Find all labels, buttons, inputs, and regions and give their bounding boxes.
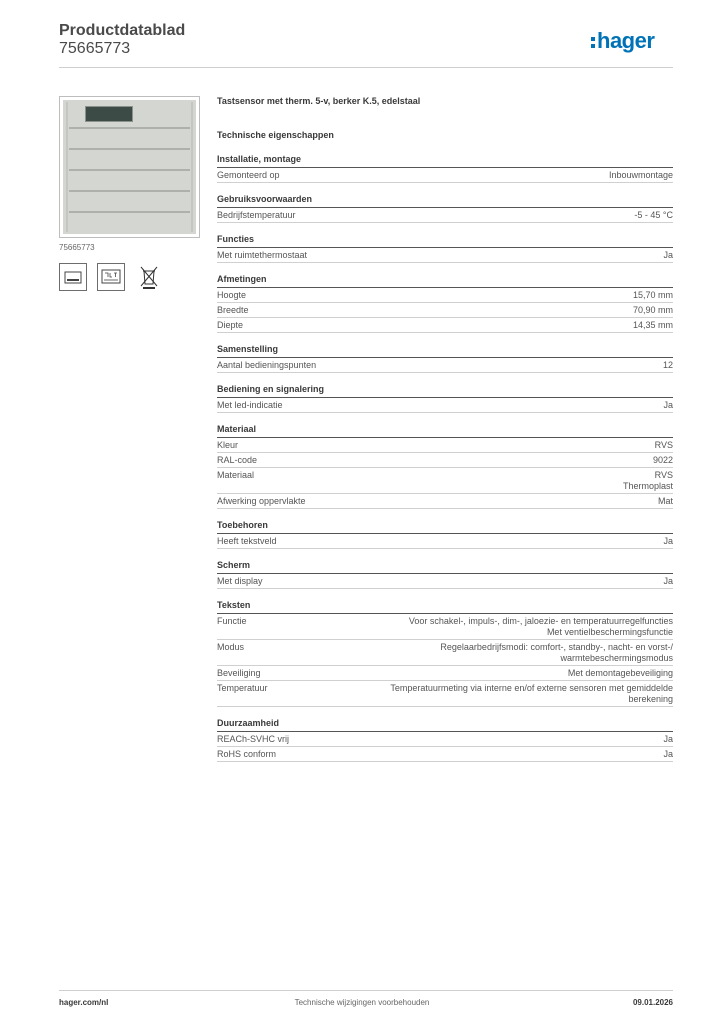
spec-row bbox=[217, 438, 673, 453]
spec-label: Aantal bedieningspunten bbox=[217, 360, 317, 370]
spec-row bbox=[217, 534, 673, 549]
spec-value-line: Mat bbox=[657, 496, 673, 506]
spec-value-line: Temperatuurmeting via interne en/of externe sensoren met gemiddelde bbox=[390, 683, 673, 693]
spec-value bbox=[633, 305, 673, 316]
spec-value bbox=[663, 576, 673, 587]
spec-section bbox=[217, 560, 673, 589]
section-heading: Teksten bbox=[217, 600, 673, 614]
product-image bbox=[59, 96, 200, 238]
page-title: Productdatablad bbox=[59, 22, 186, 39]
spec-value-line: warmtebeschermingsmodus bbox=[560, 653, 673, 663]
spec-row bbox=[217, 248, 673, 263]
footer-website: hager.com/nl bbox=[59, 998, 109, 1007]
spec-section bbox=[217, 344, 673, 373]
spec-section bbox=[217, 520, 673, 549]
spec-value-line: Regelaarbedrijfsmodi: comfort-, standby-, nacht- en vorst-/ bbox=[440, 642, 673, 652]
footer-date: 09.01.2026 bbox=[632, 998, 673, 1007]
spec-label: Afwerking oppervlakte bbox=[217, 496, 306, 506]
product-display bbox=[85, 106, 133, 122]
display-icon bbox=[59, 263, 87, 291]
spec-row bbox=[217, 666, 673, 681]
spec-value-line: Met demontagebeveiliging bbox=[567, 668, 673, 678]
spec-value bbox=[663, 400, 673, 411]
spec-row bbox=[217, 468, 673, 494]
spec-row bbox=[217, 358, 673, 373]
header-divider bbox=[59, 67, 673, 68]
spec-value bbox=[609, 170, 673, 181]
spec-row bbox=[217, 168, 673, 183]
spec-value-line: -5 - 45 °C bbox=[634, 210, 673, 220]
spec-value bbox=[568, 668, 673, 679]
spec-row bbox=[217, 318, 673, 333]
spec-value-line: 14,35 mm bbox=[632, 320, 673, 330]
spec-row bbox=[217, 574, 673, 589]
product-number: 75665773 bbox=[59, 40, 131, 57]
spec-section bbox=[217, 274, 673, 333]
spec-label: Met ruimtethermostaat bbox=[217, 250, 308, 260]
product-specifications bbox=[217, 96, 673, 773]
spec-label: Hoogte bbox=[217, 290, 247, 300]
spec-value-line: RVS bbox=[654, 470, 673, 480]
spec-value-line: Ja bbox=[663, 400, 673, 410]
spec-row bbox=[217, 640, 673, 666]
section-heading: Afmetingen bbox=[217, 274, 673, 288]
spec-value bbox=[623, 470, 673, 492]
section-heading: Duurzaamheid bbox=[217, 718, 673, 732]
spec-row bbox=[217, 747, 673, 762]
spec-row bbox=[217, 288, 673, 303]
section-heading: Scherm bbox=[217, 560, 673, 574]
spec-value-line: Voor schakel-, impuls-, dim-, jaloezie- en temperatuurregelfuncties bbox=[408, 616, 673, 626]
spec-label: Met display bbox=[217, 576, 263, 586]
spec-value-line: Ja bbox=[663, 749, 673, 759]
spec-section bbox=[217, 600, 673, 707]
section-heading: Toebehoren bbox=[217, 520, 673, 534]
spec-value-line: Inbouwmontage bbox=[608, 170, 673, 180]
spec-label: Breedte bbox=[217, 305, 249, 315]
footer-divider bbox=[59, 990, 673, 991]
spec-row bbox=[217, 208, 673, 223]
spec-section bbox=[217, 194, 673, 223]
spec-label: Modus bbox=[217, 642, 245, 652]
section-heading: Gebruiksvoorwaarden bbox=[217, 194, 673, 208]
spec-value bbox=[663, 250, 673, 261]
spec-row bbox=[217, 494, 673, 509]
spec-value bbox=[409, 616, 673, 638]
spec-value-line: Ja bbox=[663, 734, 673, 744]
spec-value bbox=[634, 210, 673, 221]
section-heading: Bediening en signalering bbox=[217, 384, 673, 398]
spec-label: Diepte bbox=[217, 320, 244, 330]
spec-label: Temperatuur bbox=[217, 683, 268, 693]
spec-value bbox=[663, 734, 673, 745]
spec-value bbox=[440, 642, 673, 664]
image-caption: 75665773 bbox=[59, 243, 95, 252]
spec-value-line: Ja bbox=[663, 536, 673, 546]
spec-value-line: berekening bbox=[628, 694, 673, 704]
hager-logo bbox=[591, 28, 673, 54]
section-heading: Materiaal bbox=[217, 424, 673, 438]
spec-value bbox=[633, 320, 673, 331]
section-heading: Samenstelling bbox=[217, 344, 673, 358]
product-name: Tastsensor met therm. 5-v, berker K.5, edelstaal bbox=[217, 96, 421, 106]
spec-label: Kleur bbox=[217, 440, 239, 450]
spec-value bbox=[390, 683, 673, 705]
spec-label: Materiaal bbox=[217, 470, 255, 480]
thermostat-icon bbox=[97, 263, 125, 291]
spec-section bbox=[217, 154, 673, 183]
spec-value bbox=[663, 536, 673, 547]
spec-section bbox=[217, 384, 673, 413]
spec-row bbox=[217, 453, 673, 468]
spec-label: Bedrijfstemperatuur bbox=[217, 210, 296, 220]
spec-value-line: Met ventielbeschermingsfunctie bbox=[546, 627, 673, 637]
spec-row bbox=[217, 681, 673, 707]
spec-value-line: Ja bbox=[663, 576, 673, 586]
spec-value-line: Ja bbox=[663, 250, 673, 260]
spec-value-line: 9022 bbox=[652, 455, 673, 465]
spec-value bbox=[653, 455, 673, 466]
spec-section bbox=[217, 718, 673, 762]
spec-value-line: Thermoplast bbox=[622, 481, 673, 491]
spec-row bbox=[217, 614, 673, 640]
spec-value-line: 70,90 mm bbox=[632, 305, 673, 315]
spec-label: RAL-code bbox=[217, 455, 258, 465]
spec-value bbox=[633, 290, 673, 301]
logo-text: hager bbox=[597, 28, 655, 53]
technical-properties-title: Technische eigenschappen bbox=[217, 130, 334, 140]
spec-value-line: RVS bbox=[654, 440, 673, 450]
spec-sections bbox=[217, 154, 673, 762]
spec-label: Met led-indicatie bbox=[217, 400, 283, 410]
spec-label: Gemonteerd op bbox=[217, 170, 280, 180]
spec-label: RoHS conform bbox=[217, 749, 277, 759]
section-heading: Installatie, montage bbox=[217, 154, 673, 168]
spec-section bbox=[217, 424, 673, 509]
spec-value-line: 15,70 mm bbox=[632, 290, 673, 300]
spec-row bbox=[217, 303, 673, 318]
spec-value bbox=[663, 749, 673, 760]
section-heading: Functies bbox=[217, 234, 673, 248]
spec-row bbox=[217, 398, 673, 413]
footer-disclaimer: Technische wijzigingen voorbehouden bbox=[294, 998, 430, 1007]
spec-value bbox=[663, 360, 673, 371]
spec-label: Beveiliging bbox=[217, 668, 261, 678]
weee-bin-icon bbox=[135, 263, 163, 291]
spec-label: Heeft tekstveld bbox=[217, 536, 277, 546]
spec-label: Functie bbox=[217, 616, 247, 626]
spec-value-line: 12 bbox=[662, 360, 673, 370]
spec-section bbox=[217, 234, 673, 263]
spec-row bbox=[217, 732, 673, 747]
spec-value bbox=[658, 496, 673, 507]
spec-label: REACh-SVHC vrij bbox=[217, 734, 290, 744]
spec-value bbox=[655, 440, 673, 451]
